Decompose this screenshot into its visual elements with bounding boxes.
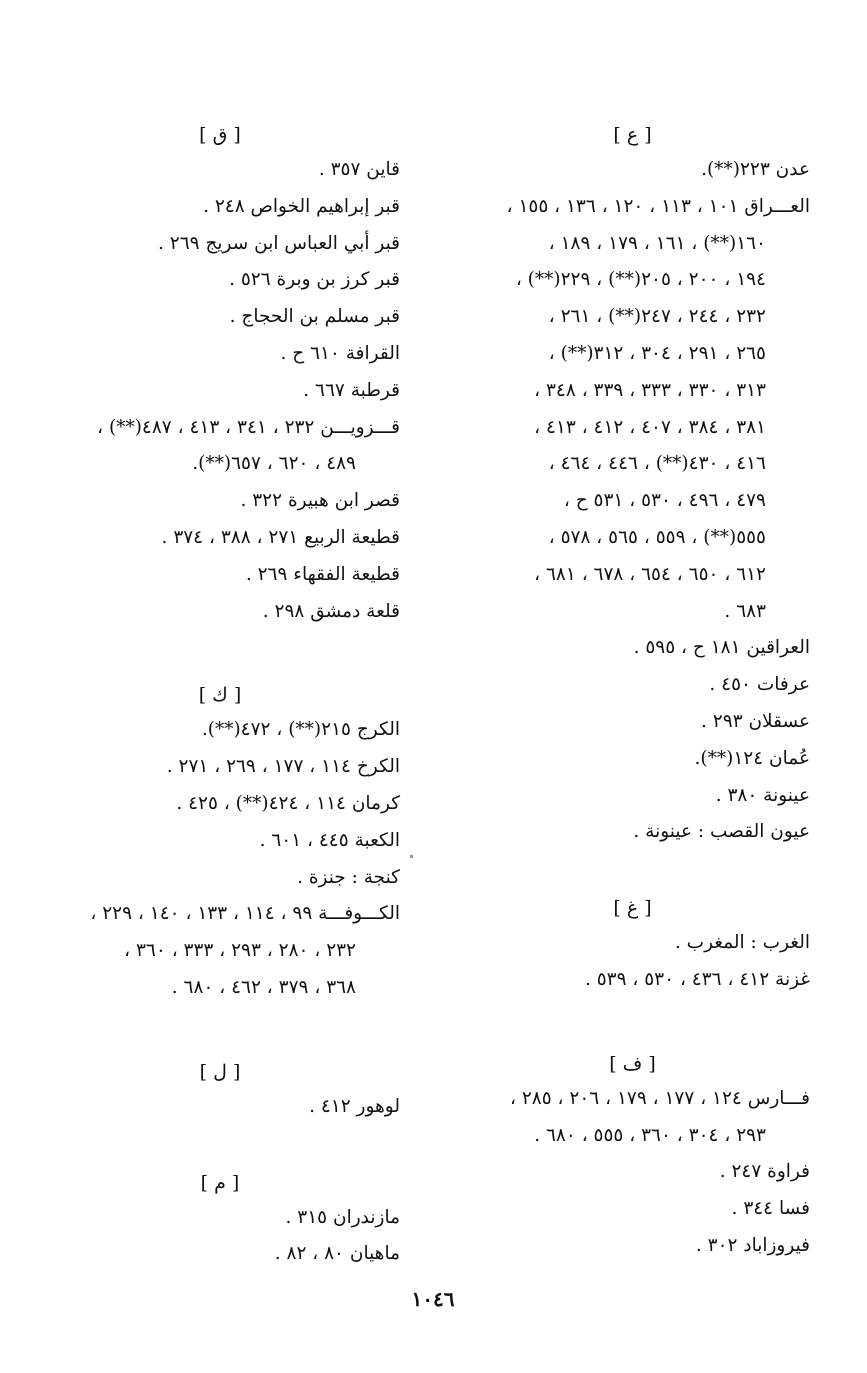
section-ain <box>455 118 810 851</box>
index-entry: قـــزويـــن ٢٣٢ ، ٣٤١ ، ٤١٣ ، ٤٨٧(**) ، <box>97 416 400 438</box>
index-entry-continuation: ٢٦٥ ، ٢٩١ ، ٣٠٤ ، ٣١٢(**) ، <box>548 342 766 364</box>
section-heading: [ ل ] <box>199 1060 241 1083</box>
index-entry-continuation: ٤٨٩ ، ٦٢٠ ، ٦٥٧(**). <box>192 453 356 475</box>
index-entry: كرمان ١١٤ ، ٤٢٤(**) ، ٤٢٥ . <box>176 792 400 814</box>
section-fa <box>455 1047 810 1265</box>
index-entry: كنجة : جنزة . <box>297 866 400 888</box>
section-heading: [ ف ] <box>609 1052 656 1075</box>
index-entry-continuation: ٦٨٣ . <box>724 600 766 622</box>
index-entry: عينونة ٣٨٠ . <box>715 784 810 806</box>
index-entry: قلعة دمشق ٢٩٨ . <box>262 600 400 622</box>
index-entry: غزنة ٤١٢ ، ٤٣٦ ، ٥٣٠ ، ٥٣٩ . <box>584 968 810 990</box>
index-entry-continuation: ٣٦٨ ، ٣٧٩ ، ٤٦٢ ، ٦٨٠ . <box>171 976 356 998</box>
index-entry: قبر مسلم بن الحجاج . <box>229 306 400 328</box>
index-entry-continuation: ٤١٦ ، ٤٣٠(**) ، ٤٤٦ ، ٤٦٤ ، <box>548 453 766 475</box>
index-entry: القرافة ٦١٠ ح . <box>280 342 400 364</box>
index-entry: لوهور ٤١٢ . <box>309 1095 400 1117</box>
index-entry-continuation: ٥٥٥(**) ، ٥٥٩ ، ٥٦٥ ، ٥٧٨ ، <box>548 526 766 548</box>
section-gap <box>455 999 810 1047</box>
section-gap <box>40 1126 400 1166</box>
section-gap <box>455 851 810 891</box>
right-column <box>455 118 810 1265</box>
index-entry: قطيعة الفقهاء ٢٦٩ . <box>245 563 400 585</box>
index-entry-continuation: ٦١٢ ، ٦٥٠ ، ٦٥٤ ، ٦٧٨ ، ٦٨١ ، <box>534 563 766 585</box>
section-mim <box>40 1166 400 1274</box>
section-gap <box>40 1007 400 1055</box>
index-entry-continuation: ٢٩٣ ، ٣٠٤ ، ٣٦٠ ، ٥٥٥ ، ٦٨٠ . <box>534 1124 766 1146</box>
section-kaf <box>40 678 400 1006</box>
print-speck <box>410 855 413 858</box>
index-entry-continuation: ٤٧٩ ، ٤٩٦ ، ٥٣٠ ، ٥٣١ ح ، <box>563 490 766 512</box>
index-entry-continuation: ٢٣٢ ، ٢٨٠ ، ٢٩٣ ، ٣٣٣ ، ٣٦٠ ، <box>124 940 356 962</box>
index-entry-continuation: ١٩٤ ، ٢٠٠ ، ٢٠٥(**) ، ٢٢٩(**) ، <box>515 269 766 291</box>
page-number: ١٠٤٦ <box>411 1287 455 1311</box>
section-heading: [ ك ] <box>198 684 242 707</box>
index-entry: عدن ٢٢٣(**). <box>701 159 810 180</box>
section-heading: [ م ] <box>200 1171 240 1194</box>
index-entry: قبر إبراهيم الخواص ٢٤٨ . <box>203 195 400 217</box>
section-heading: [ ق ] <box>199 124 241 146</box>
index-entry: قطيعة الربيع ٢٧١ ، ٣٨٨ ، ٣٧٤ . <box>161 526 400 548</box>
section-gap <box>40 630 400 678</box>
index-entry: فراوة ٢٤٧ . <box>719 1161 810 1183</box>
index-entry: قرطبة ٦٦٧ . <box>303 379 400 401</box>
index-entry: قبر كرز بن وبرة ٥٢٦ . <box>229 269 400 291</box>
index-entry: الكرخ ١١٤ ، ١٧٧ ، ٢٦٩ ، ٢٧١ . <box>166 756 400 778</box>
section-lam <box>40 1055 400 1126</box>
section-heading: [ ع ] <box>613 124 652 146</box>
index-entry: الغرب : المغرب . <box>674 932 810 954</box>
index-entry-continuation: ٣١٣ ، ٣٣٠ ، ٣٣٣ ، ٣٣٩ ، ٣٤٨ ، <box>534 379 766 401</box>
index-entry: فـــارس ١٢٤ ، ١٧٧ ، ١٧٩ ، ٢٠٦ ، ٢٨٥ ، <box>510 1087 810 1109</box>
section-heading: [ غ ] <box>613 897 652 920</box>
index-entry: قبر أبي العباس ابن سريج ٢٦٩ . <box>158 232 400 254</box>
index-entry: ماهيان ٨٠ ، ٨٢ . <box>274 1243 400 1265</box>
index-entry: العـــراق ١٠١ ، ١١٣ ، ١٢٠ ، ١٣٦ ، ١٥٥ ، <box>506 195 810 217</box>
index-entry: قاين ٣٥٧ . <box>318 159 400 180</box>
index-entry: قصر ابن هبيرة ٣٢٢ . <box>240 490 400 512</box>
index-entry-continuation: ١٦٠(**) ، ١٦١ ، ١٧٩ ، ١٨٩ ، <box>548 232 766 254</box>
index-entry: الكعبة ٤٤٥ ، ٦٠١ . <box>259 829 400 851</box>
left-column <box>40 118 400 1273</box>
section-qaf <box>40 118 400 630</box>
index-entry-continuation: ٣٨١ ، ٣٨٤ ، ٤٠٧ ، ٤١٢ ، ٤١٣ ، <box>534 416 766 438</box>
index-entry: فسا ٣٤٤ . <box>731 1198 810 1220</box>
index-entry: عرفات ٤٥٠ . <box>709 674 810 696</box>
index-entry: مازندران ٣١٥ . <box>285 1206 400 1228</box>
index-entry: عُمان ١٢٤(**). <box>694 747 810 769</box>
index-entry-continuation: ٢٣٢ ، ٢٤٤ ، ٢٤٧(**) ، ٢٦١ ، <box>548 306 766 328</box>
index-entry: العراقين ١٨١ ح ، ٥٩٥ . <box>633 637 810 659</box>
section-ghain <box>455 891 810 999</box>
index-entry: فيروزاباد ٣٠٢ . <box>695 1234 810 1256</box>
index-entry: عيون القصب : عينونة . <box>633 821 810 843</box>
index-entry: عسقلان ٢٩٣ . <box>701 710 810 732</box>
index-entry: الكرج ٢١٥(**) ، ٤٧٢(**). <box>201 719 400 741</box>
index-entry: الكـــوفـــة ٩٩ ، ١١٤ ، ١٣٣ ، ١٤٠ ، ٢٢٩ ، <box>90 903 400 925</box>
